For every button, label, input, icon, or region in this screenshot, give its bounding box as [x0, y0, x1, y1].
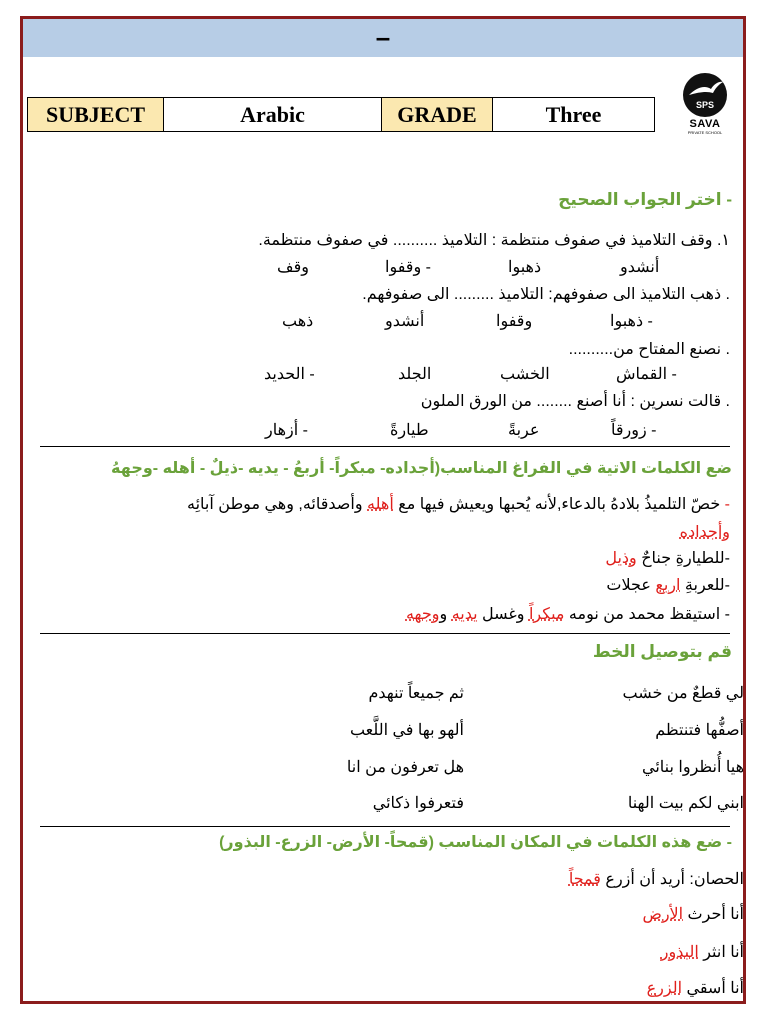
answer-ahlih: أهله: [367, 496, 394, 513]
place-sentence-4: [647, 978, 744, 998]
question-3: . نصنع المفتاح من..........: [568, 341, 730, 358]
match-right-2: أصفُّها فتنتظم: [655, 722, 744, 739]
question-1: ١. وقف التلاميذ في صفوف منتظمة : التلاميذ .......... في صفوف منتظمة.: [258, 232, 730, 249]
fill-text-4c: و: [439, 606, 452, 623]
question-4: . قالت نسرين : أنا أصنع ........ من الورق الملون: [420, 393, 730, 410]
school-logo: [679, 73, 731, 135]
divider-2: [40, 633, 730, 634]
grade-label: GRADE: [382, 98, 493, 132]
q1-option-4: وقف: [277, 259, 309, 276]
fill-sentence-3: [606, 575, 730, 595]
fill-text-2: -للطيارةِ جناحٌ: [636, 550, 730, 567]
fill-sentence-1-cont: [680, 522, 730, 542]
q3-option-4: - الحديد: [264, 366, 315, 383]
match-right-1: لي قطعٌ من خشب: [622, 685, 744, 702]
answer-ajdadih: وأجداده: [679, 524, 730, 541]
match-left-3: هل تعرفون من انا: [346, 759, 464, 776]
q2-option-1: - ذهبوا: [610, 313, 653, 330]
q2-option-4: ذهب: [282, 313, 314, 330]
fill-text-1b: وأصدقائه, وهي موطن آبائِه: [187, 496, 368, 513]
answer-alard: الأرض: [642, 906, 684, 923]
question-2: . ذهب التلاميذ الى صفوفهم: التلاميذ ......... الى صفوفهم.: [362, 286, 730, 303]
match-right-4: ابني لكم بيت الهنا: [627, 795, 744, 812]
answer-wajhah: وجهه: [405, 606, 440, 623]
match-left-1: ثم جميعاً تنهدم: [368, 685, 464, 702]
place-text-1: الحصان: أريد أن أزرع: [600, 871, 744, 888]
fill-text-4: - استيقظ محمد من نومه: [564, 606, 730, 623]
section3-heading: قم بتوصيل الخط: [592, 642, 732, 661]
fill-text-1: خصّ التلميذُ بلادهُ بالدعاء,لأنه يُحبها ويعيش فيها مع: [393, 496, 721, 513]
bird-icon: [683, 73, 727, 117]
place-sentence-1: [569, 869, 744, 889]
place-text-2: أنا أحرث: [683, 906, 744, 923]
place-text-4: أنا أسقي: [682, 980, 744, 997]
fill-text-3: -للعربةِ: [680, 577, 730, 594]
q1-option-1: أنشدو: [620, 259, 660, 276]
fill-sentence-2: [605, 548, 730, 568]
q4-option-2: عربةً: [508, 422, 540, 439]
q1-option-2: ذهبوا: [508, 259, 542, 276]
match-right-3: هيا أُنظروا بنائي: [642, 759, 744, 776]
answer-qamhan: قمحاً: [568, 871, 601, 888]
q4-option-3: طيارةً: [390, 422, 429, 439]
fill-text-4b: وغسل: [477, 606, 529, 623]
answer-albudhur: البذور: [660, 944, 699, 961]
q4-option-1: - زورقاً: [611, 422, 657, 439]
place-sentence-3: [661, 942, 744, 962]
answer-mubakiran: مبكراً: [528, 606, 565, 623]
q3-option-2: الخشب: [500, 366, 550, 383]
answer-arba: اربع: [655, 577, 681, 594]
q4-option-4: - أزهار: [265, 422, 308, 439]
grade-value: Three: [493, 98, 655, 132]
section1-heading: - اختر الجواب الصحيح: [558, 190, 732, 209]
section2-heading: ضع الكلمات الاتية في الفراغ المناسب(أجداده- مبكراً- أربعُ - يديه -ذيلٌ - أهله -وجههُ: [111, 460, 732, 477]
section4-heading: - ضع هذه الكلمات في المكان المناسب (قمحاً- الأرض- الزرع- البذور): [219, 834, 732, 851]
q2-option-3: أنشدو: [385, 313, 425, 330]
header-bar: [23, 19, 743, 57]
q3-option-3: الجلد: [398, 366, 432, 383]
subject-label: SUBJECT: [28, 98, 164, 132]
fill-sentence-1: [187, 494, 730, 514]
answer-yadayh: يديه: [451, 606, 478, 623]
subject-grade-table: [27, 97, 655, 132]
q1-option-3: - وقفوا: [385, 259, 431, 276]
divider-3: [40, 826, 730, 827]
fill-text-3b: عجلات: [606, 577, 656, 594]
divider-1: [40, 446, 730, 447]
logo-badge: SPS: [695, 100, 714, 110]
place-text-3: أنا انثر: [698, 944, 744, 961]
q3-option-1: - القماش: [616, 366, 677, 383]
header-title: –: [375, 22, 391, 52]
fill-sentence-4: [406, 604, 730, 624]
answer-dhayl: وذيل: [605, 550, 637, 567]
match-left-2: ألهو بها في اللَّعب: [349, 722, 464, 739]
match-left-4: فتعرفوا ذكائي: [372, 795, 464, 812]
answer-alzar: الزرع: [646, 980, 683, 997]
subject-value: Arabic: [164, 98, 382, 132]
logo-subtitle: PRIVATE SCHOOL: [687, 130, 723, 135]
place-sentence-2: [642, 904, 744, 924]
bullet-dash: -: [720, 496, 730, 513]
q2-option-2: وقفوا: [496, 313, 533, 330]
logo-name: SAVA: [689, 118, 721, 130]
